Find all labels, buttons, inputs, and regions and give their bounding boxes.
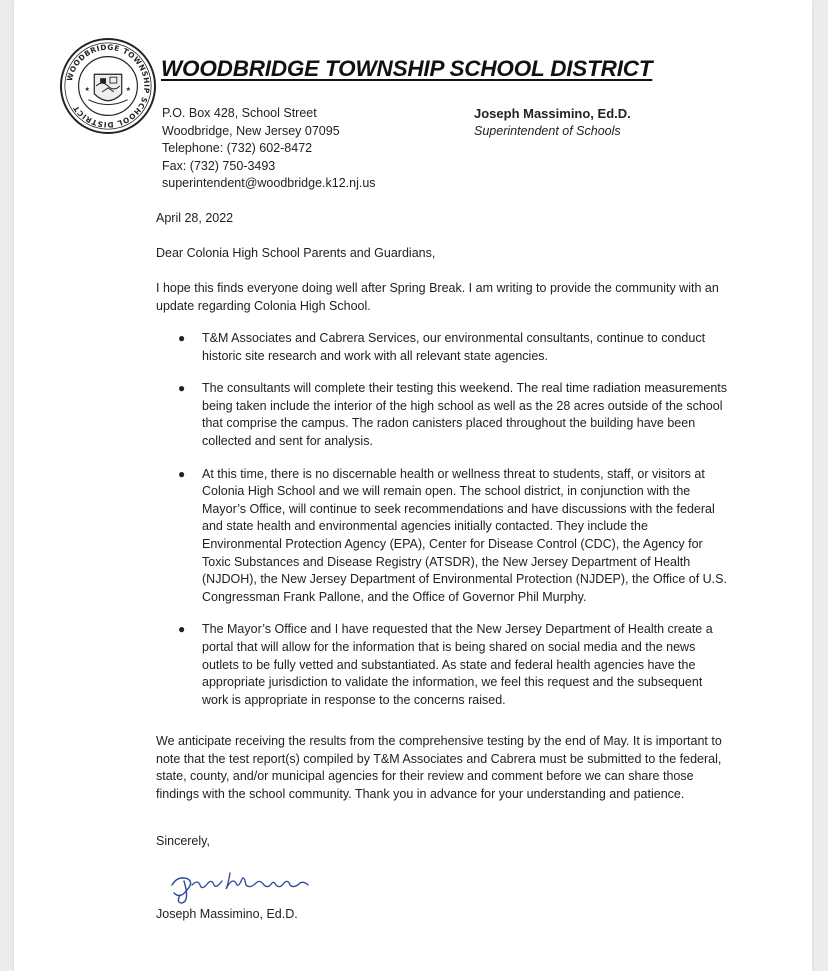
address-telephone: Telephone: (732) 602-8472 <box>162 141 313 156</box>
list-item <box>156 466 731 607</box>
svg-text:★: ★ <box>125 86 131 93</box>
superintendent-name: Joseph Massimino, Ed.D. <box>474 106 631 121</box>
bullet-icon: ● <box>178 622 186 637</box>
superintendent-block <box>474 105 631 140</box>
seal-ring-text: WOODBRIDGE TOWNSHIP SCHOOL DISTRICT <box>64 42 152 130</box>
district-name-heading: WOODBRIDGE TOWNSHIP SCHOOL DISTRICT <box>161 56 653 81</box>
list-item <box>156 380 731 450</box>
bullet-text: The Mayor’s Office and I have requested that the New Jersey Department of Health create a portal that will allow for the information that is being shared on social media and the news outlets to be fully vetted and substantiated. As state and federal health agencies have the appropriate jurisdiction to validate the information, we feel this request and the subsequent work is appropriate in response to the concerns raised. <box>202 622 713 707</box>
superintendent-title: Superintendent of Schools <box>474 123 621 138</box>
intro-paragraph: I hope this finds everyone doing well after Spring Break. I am writing to provide the community with an update regarding Colonia High School. <box>156 281 719 313</box>
sign-off: Sincerely, <box>156 834 210 848</box>
bullet-text: T&M Associates and Cabrera Services, our environmental consultants, continue to conduct historic site research and work with all relevant state agencies. <box>202 331 706 363</box>
district-seal-logo <box>59 37 157 135</box>
svg-text:★: ★ <box>84 86 90 93</box>
address-po-box: P.O. Box 428, School Street <box>162 106 317 120</box>
list-item <box>156 621 731 709</box>
bullet-icon: ● <box>178 466 186 481</box>
signatory-name: Joseph Massimino, Ed.D. <box>156 907 298 921</box>
handwritten-signature <box>164 855 344 905</box>
letter-salutation: Dear Colonia High School Parents and Guardians, <box>156 246 436 260</box>
address-fax: Fax: (732) 750-3493 <box>162 158 276 173</box>
letter-page <box>14 0 812 971</box>
bullet-icon: ● <box>178 331 186 345</box>
update-bullet-list <box>156 330 731 709</box>
bullet-icon: ● <box>178 381 186 396</box>
list-item <box>156 330 731 365</box>
district-address-block <box>162 105 376 193</box>
closing-paragraph: We anticipate receiving the results from the comprehensive testing by the end of May. It is important to note that the test report(s) compiled by T&M Associates and Cabrera must be submitted to the federal, state, county, and/or municipal agencies for their review and comment before we can share those findings with the school community. Thank you in advance for your understanding and patience. <box>156 734 722 801</box>
bullet-text: At this time, there is no discernable health or wellness threat to students, staff, or visitors at Colonia High School and we will remain open. The school district, in conjunction with the Mayor’s Office, will continue to seek recommendations and have discussions with the federal and state health and environmental agencies initially contacted. They include the Environmental Protection Agency (EPA), Center for Disease Control (CDC), the Agency for Toxic Substances and Disease Registry (ATSDR), the New Jersey Department of Health (NJDOH), the New Jersey Department of Environmental Protection (NJDEP), the Office of U.S. Congressman Frank Pallone, and the Office of Governor Phil Murphy. <box>202 466 727 604</box>
address-city: Woodbridge, New Jersey 07095 <box>162 123 340 138</box>
bullet-text: The consultants will complete their testing this weekend. The real time radiation measurements being taken include the interior of the high school as well as the 28 acres outside of the school that comprise the campus. The radon canisters placed throughout the building have been collected and sent for analysis. <box>202 381 728 448</box>
address-email: superintendent@woodbridge.k12.nj.us <box>162 176 376 191</box>
letter-date: April 28, 2022 <box>156 211 234 225</box>
